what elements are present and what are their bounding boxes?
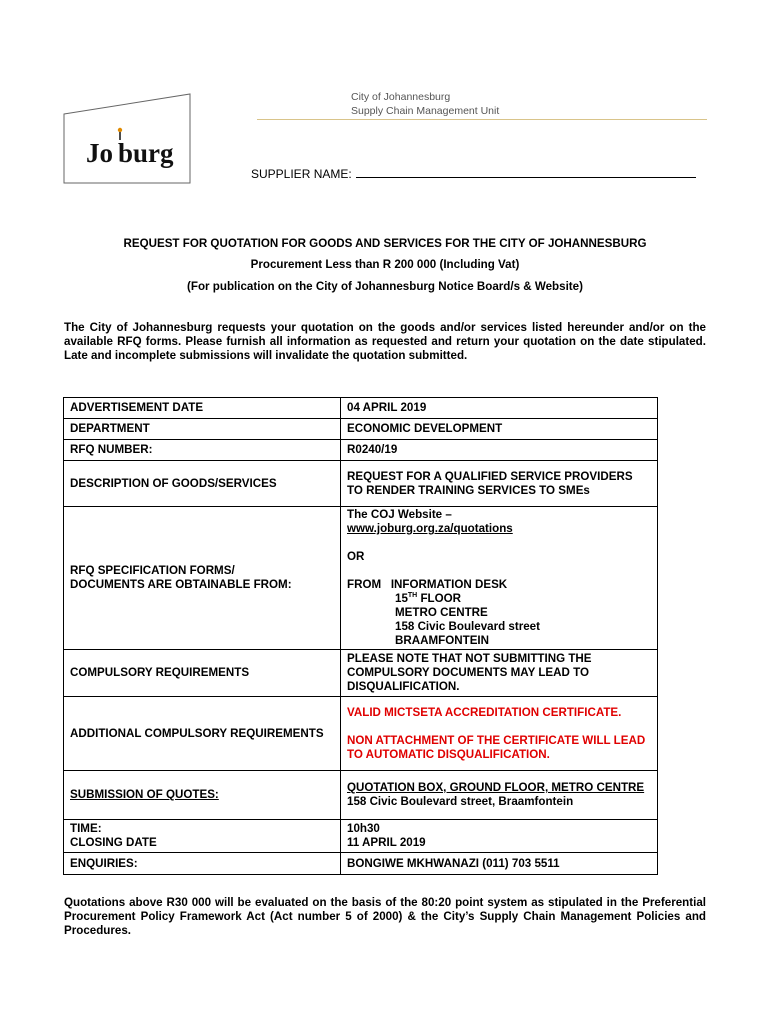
forms-address-line1 xyxy=(347,578,651,592)
forms-label-line1: RFQ SPECIFICATION FORMS/ xyxy=(70,564,235,577)
table-row xyxy=(64,398,658,419)
forms-address-suburb: BRAAMFONTEIN xyxy=(395,634,490,647)
enquiries-value: BONGIWE MKHWANAZI (011) 703 5511 xyxy=(341,853,658,875)
org-name: City of Johannesburg xyxy=(351,91,451,103)
department-value: ECONOMIC DEVELOPMENT xyxy=(341,419,658,440)
description-label: DESCRIPTION OF GOODS/SERVICES xyxy=(64,461,341,507)
svg-text:Jo: Jo xyxy=(86,138,113,168)
intro-paragraph: The City of Johannesburg requests your quotation on the goods and/or services listed hereunder and/or on the available RFQ forms. Please furnish all information as requested and return your quotation on the date stipulated. Late and incomplete submissions will invalidate the quotation submitted. xyxy=(64,321,706,362)
table-row xyxy=(64,820,658,853)
additional-label: ADDITIONAL COMPULSORY REQUIREMENTS xyxy=(64,697,341,771)
table-row xyxy=(64,419,658,440)
department-label: DEPARTMENT xyxy=(64,419,341,440)
time-closing-value xyxy=(341,820,658,853)
time-closing-label xyxy=(64,820,341,853)
document-subtitle: Procurement Less than R 200 000 (Including Vat) xyxy=(250,258,520,271)
forms-or: OR xyxy=(347,550,365,563)
forms-value xyxy=(341,507,658,650)
forms-website-text: The COJ Website – xyxy=(347,508,452,521)
table-row xyxy=(64,771,658,820)
header-rule xyxy=(257,119,707,120)
org-unit: Supply Chain Management Unit xyxy=(351,105,500,117)
table-row xyxy=(64,697,658,771)
supplier-name-label: SUPPLIER NAME: xyxy=(251,167,352,181)
table-row xyxy=(64,440,658,461)
supplier-name-row xyxy=(251,167,696,181)
footer-note: Quotations above R30 000 will be evaluated on the basis of the 80:20 point system as stipulated in the Preferential Procurement Policy Framework Act (Act number 5 of 2000) & the City’s Supply Chain Management Policies and Procedures. xyxy=(64,896,706,937)
compulsory-value: PLEASE NOTE THAT NOT SUBMITTING THE COMPULSORY DOCUMENTS MAY LEAD TO DISQUALIFICATION. xyxy=(341,650,658,697)
rfq-number-label: RFQ NUMBER: xyxy=(64,440,341,461)
forms-label-line2: DOCUMENTS ARE OBTAINABLE FROM: xyxy=(70,578,292,591)
table-row xyxy=(64,507,658,650)
forms-address-floor: 15TH FLOOR xyxy=(395,592,462,605)
table-row xyxy=(64,853,658,875)
org-header xyxy=(351,90,499,118)
forms-address-street: 158 Civic Boulevard street xyxy=(395,620,540,633)
table-row xyxy=(64,461,658,507)
rfq-number-value: R0240/19 xyxy=(341,440,658,461)
description-value: REQUEST FOR A QUALIFIED SERVICE PROVIDERS TO RENDER TRAINING SERVICES TO SMEs xyxy=(341,461,658,507)
advert-date-label: ADVERTISEMENT DATE xyxy=(64,398,341,419)
document-title: REQUEST FOR QUOTATION FOR GOODS AND SERVICES FOR THE CITY OF JOHANNESBURG xyxy=(123,237,647,250)
forms-from: FROM xyxy=(347,578,382,591)
submission-location: QUOTATION BOX, GROUND FLOOR, METRO CENTRE xyxy=(347,781,645,794)
time-value: 10h30 xyxy=(347,822,380,835)
advert-date-value: 04 APRIL 2019 xyxy=(341,398,658,419)
submission-address: 158 Civic Boulevard street, Braamfontein xyxy=(347,795,574,808)
rfq-details-table xyxy=(63,397,658,875)
additional-value xyxy=(341,697,658,771)
forms-address-desk: INFORMATION DESK xyxy=(390,578,508,591)
supplier-name-field[interactable] xyxy=(356,167,696,178)
joburg-logo xyxy=(62,92,194,185)
enquiries-label: ENQUIRIES: xyxy=(64,853,341,875)
time-label: TIME: xyxy=(70,822,102,835)
svg-text:burg: burg xyxy=(118,138,174,168)
closing-date-value: 11 APRIL 2019 xyxy=(347,836,426,849)
compulsory-label: COMPULSORY REQUIREMENTS xyxy=(64,650,341,697)
document-publication-note: (For publication on the City of Johannesburg Notice Board/s & Website) xyxy=(187,280,583,293)
table-row xyxy=(64,650,658,697)
closing-date-label: CLOSING DATE xyxy=(70,836,157,849)
submission-label: SUBMISSION OF QUOTES: xyxy=(70,788,219,801)
submission-value xyxy=(341,771,658,820)
additional-value-accreditation: VALID MICTSETA ACCREDITATION CERTIFICATE. xyxy=(347,705,622,719)
forms-website-link[interactable]: www.joburg.org.za/quotations xyxy=(347,522,513,535)
additional-value-warning: NON ATTACHMENT OF THE CERTIFICATE WILL LEAD TO AUTOMATIC DISQUALIFICATION. xyxy=(347,733,646,761)
forms-address-building: METRO CENTRE xyxy=(395,606,488,619)
forms-label xyxy=(64,507,341,650)
